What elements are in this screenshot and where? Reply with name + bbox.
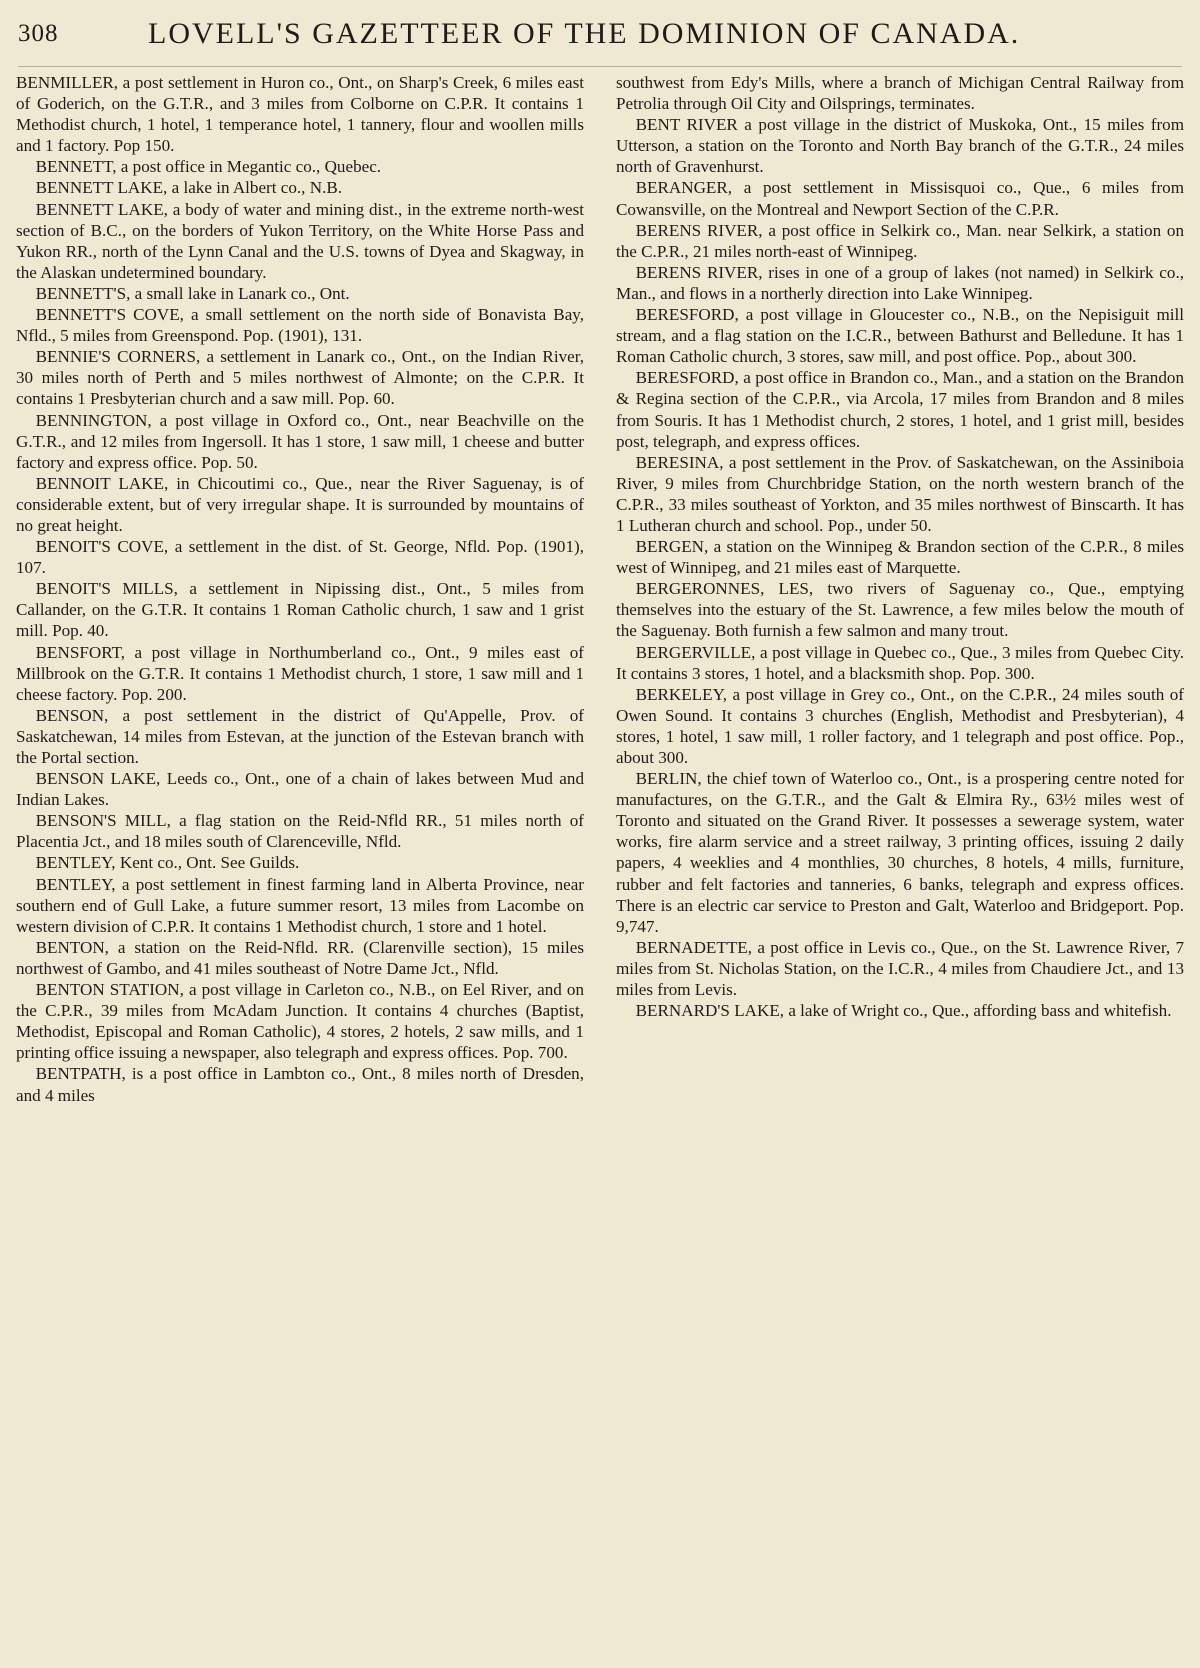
left-column [16,72,584,1658]
entry-bergen: BERGEN, a station on the Winnipeg & Brandon section of the C.P.R., 8 miles west of Winnipeg, and 21 miles east of Marquette. [616,537,1184,578]
entry-bennett-lake-bc: BENNETT LAKE, a body of water and mining dist., in the extreme north-west section of B.C., on the borders of Yukon Territory, on the White Horse Pass and Yukon RR., north of the Lynn Canal and the U.S. towns of Dyea and Skagway, in the Alaskan undetermined boundary. [16,199,584,282]
entry-bennington: BENNINGTON, a post village in Oxford co., Ont., near Beachville on the G.T.R., and 12 miles from Ingersoll. It has 1 store, 1 saw mill, 1 cheese and butter factory and express office. Pop. 50. [16,410,584,472]
entry-bensons-mill: BENSON'S MILL, a flag station on the Reid-Nfld RR., 51 miles north of Placentia Jct., and 18 miles south of Clarenceville, Nfld. [16,811,584,852]
page-number: 308 [18,20,59,47]
entry-benson-lake: BENSON LAKE, Leeds co., Ont., one of a chain of lakes between Mud and Indian Lakes. [16,769,584,810]
entry-bernadette: BERNADETTE, a post office in Levis co., Que., on the St. Lawrence River, 7 miles from St. Nicholas Station, on the I.C.R., 4 miles from Chaudiere Jct., and 13 miles from Levis. [616,937,1184,1000]
entry-bergerville: BERGERVILLE, a post village in Quebec co., Que., 3 miles from Quebec City. It contains 3 stores, 1 hotel, and a blacksmith shop. Pop. 300. [616,642,1184,683]
entry-beresford-man: BERESFORD, a post office in Brandon co., Man., and a station on the Brandon & Regina section of the C.P.R., via Arcola, 17 miles from Brandon and 8 miles from Souris. It has 1 Methodist church, 2 stores, 1 hotel, and 1 grist mill, besides post, telegraph, and express offices. [616,368,1184,451]
entry-bennetts: BENNETT'S, a small lake in Lanark co., Ont. [35,283,350,303]
entry-bennetts-cove: BENNETT'S COVE, a small settlement on the north side of Bonavista Bay, Nfld., 5 miles from Greenspond. Pop. (1901), 131. [16,305,584,346]
entry-berens-river: BERENS RIVER, rises in one of a group of lakes (not named) in Selkirk co., Man., and flows in a northerly direction into Lake Winnipeg. [616,262,1184,303]
entry-bennett: BENNETT, a post office in Megantic co., Quebec. [35,157,382,177]
entry-bent-river: BENT RIVER a post village in the district of Muskoka, Ont., 15 miles from Utterson, a station on the Toronto and North Bay branch of the G.T.R., 24 miles north of Gravenhurst. [616,115,1184,177]
entry-berlin: BERLIN, the chief town of Waterloo co., Ont., is a prospering centre noted for manufactures, on the G.T.R., and the Galt & Elmira Ry., 63½ miles west of Toronto and situated on the Grand River. It possesses a sewerage system, water works, fire alarm service and a street railway, 3 printing offices, issuing 2 daily papers, 4 weeklies and 4 monthlies, 30 churches, 8 hotels, 4 mills, furniture, rubber and felt factories and tanneries, 6 banks, telegraph and express offices. There is an electric car service to Preston and Galt, Waterloo and Bridgeport. Pop. 9,747. [616,769,1184,936]
entry-berkeley: BERKELEY, a post village in Grey co., Ont., on the C.P.R., 24 miles south of Owen Sound. It contains 3 churches (English, Methodist and Presbyterian), 4 stores, 1 hotel, 1 saw mill, 1 roller factory, and 1 telegraph and post office. Pop., about 300. [616,684,1184,767]
entry-bernards-lake: BERNARD'S LAKE, a lake of Wright co., Que., affording bass and whitefish. [635,1001,1172,1021]
entry-bentpath: BENTPATH, is a post office in Lambton co., Ont., 8 miles north of Dresden, and 4 miles [16,1064,584,1105]
entry-beranger: BERANGER, a post settlement in Missisquoi co., Que., 6 miles from Cowansville, on the Montreal and Newport Section of the C.P.R. [616,178,1184,219]
entry-bergeronnes: BERGERONNES, LES, two rivers of Saguenay co., Que., emptying themselves into the estuary of the St. Lawrence, a few miles below the mouth of the Saguenay. Both furnish a few salmon and many trout. [616,579,1184,641]
entry-bentpath-continued: southwest from Edy's Mills, where a branch of Michigan Central Railway from Petrolia through Oil City and Oilsprings, terminates. [616,73,1184,114]
entry-benoits-mills: BENOIT'S MILLS, a settlement in Nipissing dist., Ont., 5 miles from Callander, on the G.T.R. It contains 1 Roman Catholic church, 1 saw and 1 grist mill. Pop. 40. [16,579,584,641]
entry-beresina: BERESINA, a post settlement in the Prov. of Saskatchewan, on the Assiniboia River, 9 miles from Churchbridge Station, on the north western branch of the C.P.R., 33 miles southeast of Yorkton, and 35 miles northwest of Binscarth. It has 1 Lutheran church and school. Pop., under 50. [616,452,1184,535]
right-column [616,72,1184,1658]
entry-bensfort: BENSFORT, a post village in Northumberland co., Ont., 9 miles east of Millbrook on the G.T.R. It contains 1 Methodist church, 1 store, 1 saw mill and 1 cheese factory. Pop. 200. [16,642,584,704]
entry-benson: BENSON, a post settlement in the district of Qu'Appelle, Prov. of Saskatchewan, 14 miles from Estevan, at the junction of the Estevan branch with the Portal section. [16,705,584,767]
entry-benton: BENTON, a station on the Reid-Nfld. RR. (Clarenville section), 15 miles northwest of Gambo, and 41 miles southeast of Notre Dame Jct., Nfld. [16,937,584,978]
entry-benton-station: BENTON STATION, a post village in Carleton co., N.B., on Eel River, and on the C.P.R., 39 miles from McAdam Junction. It contains 4 churches (Baptist, Methodist, Episcopal and Roman Catholic), 4 stores, 2 hotels, 2 saw mills, and 1 printing office issuing a newspaper, also telegraph and express offices. Pop. 700. [16,980,584,1063]
entry-bentley-kent: BENTLEY, Kent co., Ont. See Guilds. [35,853,300,873]
entry-bennett-lake-nb: BENNETT LAKE, a lake in Albert co., N.B. [35,178,343,198]
entry-beresford-nb: BERESFORD, a post village in Gloucester co., N.B., on the Nepisiguit mill stream, and a flag station on the I.C.R., between Bathurst and Belledune. It has 1 Roman Catholic church, 3 stores, saw mill, and post office. Pop., about 300. [616,305,1184,367]
text-columns [16,72,1184,1658]
entry-benoits-cove: BENOIT'S COVE, a settlement in the dist. of St. George, Nfld. Pop. (1901), 107. [16,537,584,578]
running-head-title: LOVELL'S GAZETTEER OF THE DOMINION OF CANADA. [148,17,1021,50]
entry-bennies-corners: BENNIE'S CORNERS, a settlement in Lanark co., Ont., on the Indian River, 30 miles north of Perth and 5 miles northwest of Almonte; on the C.P.R. It contains 1 Presbyterian church and a saw mill. Pop. 60. [16,347,584,409]
entry-bentley-alberta: BENTLEY, a post settlement in finest farming land in Alberta Province, near southern end of Gull Lake, a future summer resort, 13 miles from Lacombe on western division of C.P.R. It contains 1 Methodist church, 1 store and 1 hotel. [16,874,584,936]
entry-bennoit-lake: BENNOIT LAKE, in Chicoutimi co., Que., near the River Saguenay, is of considerable extent, but of very irregular shape. It is surrounded by mountains of no great height. [16,473,584,535]
entry-berens-river-post: BERENS RIVER, a post office in Selkirk co., Man. near Selkirk, a station on the C.P.R., 21 miles north-east of Winnipeg. [616,220,1184,261]
entry-benmiller: BENMILLER, a post settlement in Huron co., Ont., on Sharp's Creek, 6 miles east of Goderich, on the G.T.R., and 3 miles from Colborne on C.P.R. It contains 1 Methodist church, 1 hotel, 1 temperance hotel, 1 tannery, flour and woollen mills and 1 factory. Pop 150. [16,73,584,156]
page-header [18,14,1182,67]
